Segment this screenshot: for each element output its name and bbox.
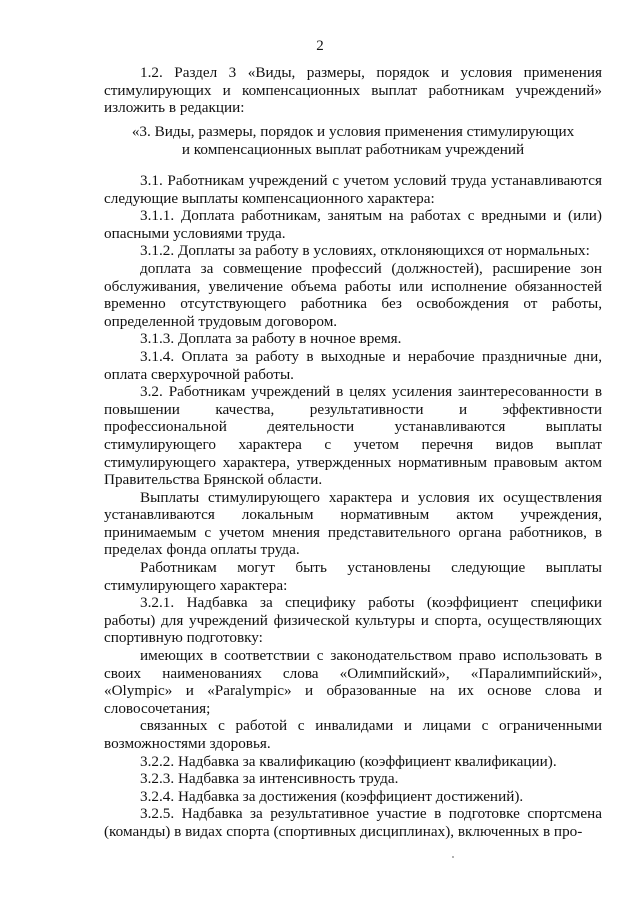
- paragraph-3-2-1: 3.2.1. Надбавка за специфику работы (коэффициент специфики работы) для учреждений физической культуры и спорта, осуществляющих спортивную подготовку:: [104, 594, 602, 647]
- paragraph-3-2-3: 3.2.3. Надбавка за интенсивность труда.: [140, 770, 399, 788]
- paragraph-disabilities: связанных с работой с инвалидами и лицами с ограниченными возможностями здоровья.: [104, 717, 602, 752]
- paragraph-3-1: 3.1. Работникам учреждений с учетом условий труда устанавливаются следующие выплаты компенсационного характера:: [104, 172, 602, 207]
- scan-speck: [452, 856, 454, 858]
- heading-line-2: и компенсационных выплат работникам учреждений: [181, 140, 525, 158]
- paragraph-olympic-names: имеющих в соответствии с законодательством право использовать в своих наименованиях слова «Олимпийский», «Паралимпийский», «Olympic» и «Paralympic» и образованные на их основе слова и словосочетания;: [104, 647, 602, 717]
- intro-paragraph: [104, 64, 602, 117]
- intro-text: 1.2. Раздел 3 «Виды, размеры, порядок и условия применения стимулирующих и компенсационных выплат работникам учреждений» изложить в редакции:: [104, 64, 602, 117]
- paragraph-3-2-4: 3.2.4. Надбавка за достижения (коэффициент достижений).: [140, 787, 524, 805]
- paragraph-3-2: 3.2. Работникам учреждений в целях усиления заинтересованности в повышении качества, результативности и эффективности профессиональной деятельности устанавливаются выплаты стимулирующего характера с учетом перечня видов выплат стимулирующего характера, утвержденных нормативным правовым актом Правительства Брянской области.: [104, 383, 602, 489]
- paragraph-stimulating-conditions: Выплаты стимулирующего характера и условия их осуществления устанавливаются локальным нормативным актом учреждения, принимаемым с учетом мнения представительного органа работников, в пределах фонда оплаты труда.: [104, 488, 602, 559]
- heading-line-1: «3. Виды, размеры, порядок и условия применения стимулирующих: [131, 123, 575, 140]
- paragraph-may-be-established: Работникам могут быть установлены следующие выплаты стимулирующего характера:: [104, 559, 602, 594]
- section-heading: [104, 123, 602, 158]
- body-text: [104, 172, 602, 841]
- paragraph-3-2-2: 3.2.2. Надбавка за квалификацию (коэффициент квалификации).: [140, 752, 557, 770]
- paragraph-3-1-4: 3.1.4. Оплата за работу в выходные и нерабочие праздничные дни, оплата сверхурочной работы.: [104, 347, 602, 383]
- page-number: 2: [316, 38, 324, 54]
- paragraph-combination: доплата за совмещение профессий (должностей), расширение зон обслуживания, увеличение объема работы или исполнение обязанностей временно отсутствующего работника без освобождения от работы, определенной трудовым договором.: [104, 259, 602, 330]
- paragraph-3-1-1: 3.1.1. Доплата работникам, занятым на работах с вредными и (или) опасными условиями труда.: [104, 207, 602, 242]
- paragraph-3-1-2: 3.1.2. Доплаты за работу в условиях, отклоняющихся от нормальных:: [140, 242, 590, 260]
- paragraph-3-1-3: 3.1.3. Доплата за работу в ночное время.: [140, 330, 402, 348]
- paragraph-3-2-5: 3.2.5. Надбавка за результативное участие в подготовке спортсмена (команды) в видах спорта (спортивных дисциплинах), включенных в про-: [104, 805, 602, 840]
